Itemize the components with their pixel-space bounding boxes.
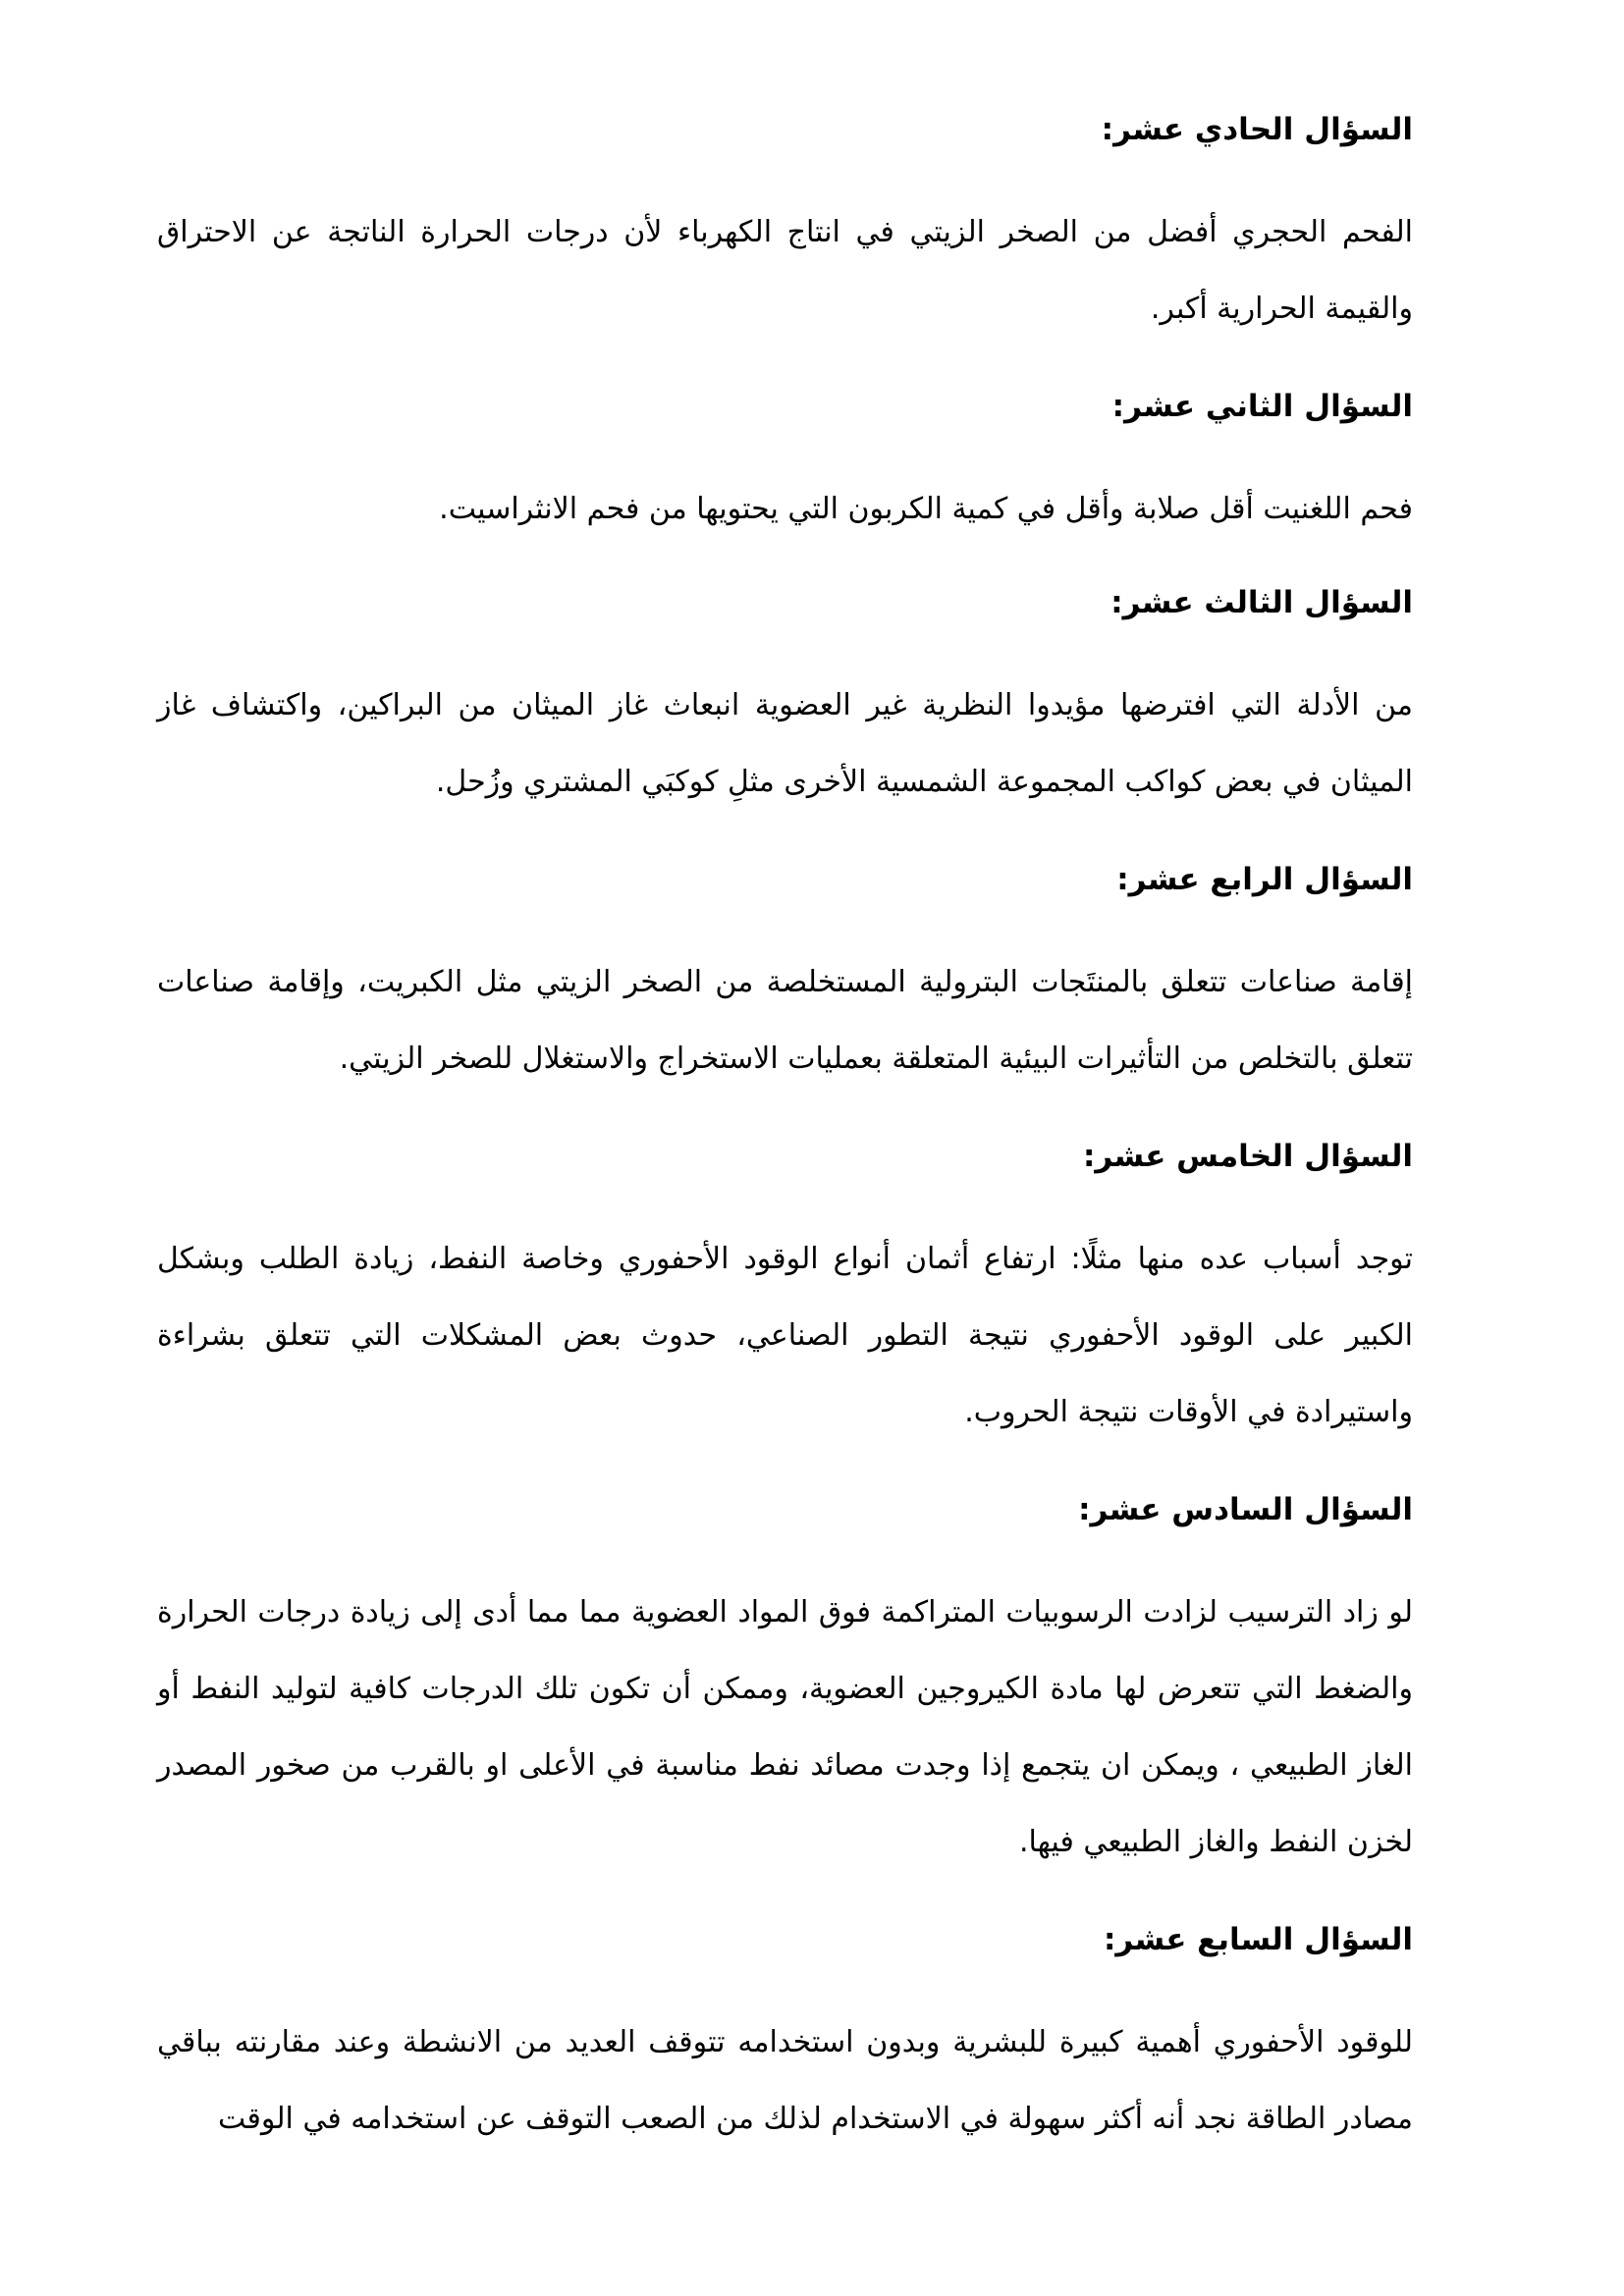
question-16-answer: لو زاد الترسيب لزادت الرسوبيات المتراكمة فوق المواد العضوية مما مما أدى إلى زيادة درجات الحرارة والضغط التي تتعرض لها مادة الكيروجين العضوية، وممكن أن تكون تلك الدرجات كافية لتوليد النفط أو الغاز الطبيعي ، ويمكن ان يتجمع إذا وجدت مصائد نفط مناسبة في الأعلى او بالقرب من صخور المصدر لخزن النفط والغاز الطبيعي فيها. [157, 1595, 1413, 1859]
question-14-answer: إقامة صناعات تتعلق بالمنتَجات البترولية المستخلصة من الصخر الزيتي مثل الكبريت، وإقامة صناعات تتعلق بالتخلص من التأثيرات البيئية المتعلقة بعمليات الاستخراج والاستغلال للصخر الزيتي. [157, 965, 1413, 1076]
question-16-heading: السؤال السادس عشر: [1078, 1492, 1413, 1527]
question-13-answer: من الأدلة التي افترضها مؤيدوا النظرية غير العضوية انبعاث غاز الميثان من البراكين، واكتشاف غاز الميثان في بعض كواكب المجموعة الشمسية الأخرى مثلِ كوكبَي المشتري وزُحل. [157, 688, 1413, 799]
question-11-heading: السؤال الحادي عشر: [1101, 112, 1413, 147]
question-13-heading: السؤال الثالث عشر: [1110, 585, 1413, 620]
question-15-answer: توجد أسباب عده منها مثلًا: ارتفاع أثمان أنواع الوقود الأحفوري وخاصة النفط، زيادة الطلب وبشكل الكبير على الوقود الأحفوري نتيجة التطور الصناعي، حدوث بعض المشكلات التي تتعلق بشراءة واستيرادة في الأوقات نتيجة الحروب. [157, 1242, 1413, 1429]
question-11-answer: الفحم الحجري أفضل من الصخر الزيتي في انتاج الكهرباء لأن درجات الحرارة الناتجة عن الاحتراق والقيمة الحرارية أكبر. [157, 215, 1413, 326]
question-17-answer: للوقود الأحفوري أهمية كبيرة للبشرية وبدون استخدامه تتوقف العديد من الانشطة وعند مقارنته بباقي مصادر الطاقة نجد أنه أكثر سهولة في الاستخدام لذلك من الصعب التوقف عن استخدامه في الوقت [157, 2025, 1413, 2136]
question-15-heading: السؤال الخامس عشر: [1082, 1139, 1413, 1174]
question-14-heading: السؤال الرابع عشر: [1116, 862, 1413, 897]
question-12-answer: فحم اللغنيت أقل صلابة وأقل في كمية الكربون التي يحتويها من فحم الانثراسيت. [439, 492, 1413, 526]
question-17-heading: السؤال السابع عشر: [1103, 1922, 1413, 1957]
question-12-heading: السؤال الثاني عشر: [1111, 389, 1413, 424]
